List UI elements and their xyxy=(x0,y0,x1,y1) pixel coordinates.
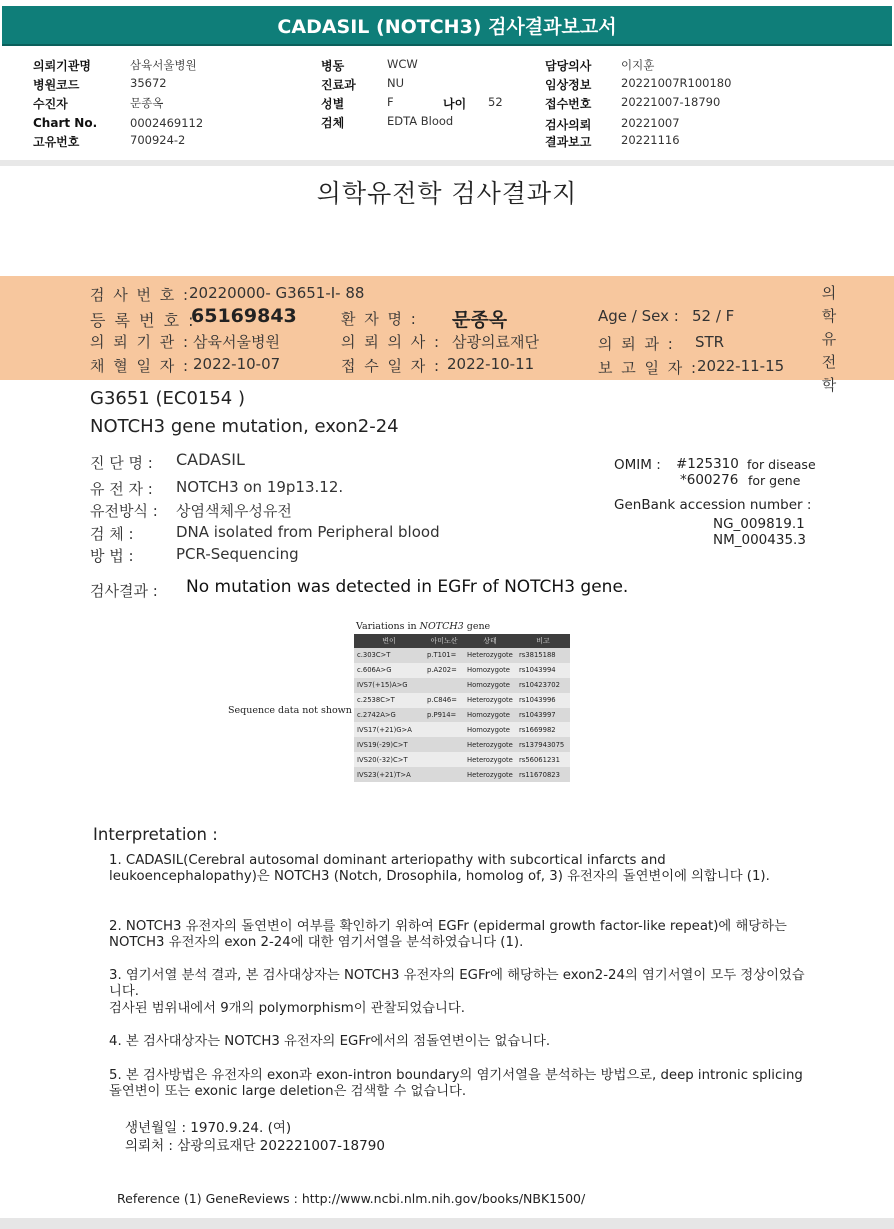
cell-note: rs10423702 xyxy=(516,678,570,693)
column-header: 비고 xyxy=(516,634,570,648)
table-row xyxy=(354,693,570,708)
table-row xyxy=(354,752,570,767)
specimen-label: 검체 xyxy=(321,116,345,130)
side-label-vertical xyxy=(820,282,838,397)
collection-date-value: 2022-10-07 xyxy=(193,355,281,373)
patient-value: 문종옥 xyxy=(130,96,164,110)
reference-line: Reference (1) GeneReviews : http://www.ncbi.nlm.nih.gov/books/NBK1500/ xyxy=(117,1191,586,1206)
cell-status: Heterozygote xyxy=(464,767,516,782)
inheritance-label: 유전방식 : xyxy=(90,502,158,520)
clinical-info-label: 임상정보 xyxy=(545,78,592,92)
cell-variant: IVS20(-32)C>T xyxy=(354,752,424,767)
cell-note: rs1669982 xyxy=(516,722,570,737)
cell-status: Heterozygote xyxy=(464,693,516,708)
cell-status: Heterozygote xyxy=(464,737,516,752)
method-label: 방 법 : xyxy=(90,547,134,565)
exam-no-value: 20220000- G3651-I- 88 xyxy=(189,284,365,302)
interpretation-paragraph: 5. 본 검사방법은 유전자의 exon과 exon-intron boundary의 염기서열을 분석하는 방법으로, deep intronic splicing 돌연변이 또는 exonic large deletion은 검색할 수 없습니다. xyxy=(109,1068,803,1099)
physician-value: 이지훈 xyxy=(621,58,655,72)
hospital-code-value: 35672 xyxy=(130,76,167,90)
column-header: 아미노산 xyxy=(424,634,464,648)
interpretation-paragraph: 2. NOTCH3 유전자의 돌연변이 여부를 확인하기 위하여 EGFr (epidermal growth factor-like repeat)에 해당하는 NOTCH3 유전자의 exon 2-24에 대한 염기서열을 분석하였습니다 (1). xyxy=(109,919,787,950)
cell-variant: c.606A>G xyxy=(354,663,424,678)
cell-variant: IVS19(-29)C>T xyxy=(354,737,424,752)
cell-amino-acid: p.T101= xyxy=(424,648,464,663)
column-header: 상태 xyxy=(464,634,516,648)
hospital-code-label: 병원코드 xyxy=(33,78,80,92)
interpretation-paragraph: 1. CADASIL(Cerebral autosomal dominant arteriopathy with subcortical infarcts and leukoencephalopathy)은 NOTCH3 (Notch, Drosophila, homolog of, 3) 유전자의 돌연변이에 의합니다 (1). xyxy=(109,853,770,884)
table-row xyxy=(354,663,570,678)
cell-amino-acid xyxy=(424,737,464,752)
department-value: NU xyxy=(387,76,405,90)
interpretation-paragraph: 3. 염기서열 분석 결과, 본 검사대상자는 NOTCH3 유전자의 EGFr에 해당하는 exon2-24의 염기서열이 모두 정상이었습니다. xyxy=(109,968,805,999)
omim-gene-id: *600276 xyxy=(680,472,739,488)
reported-date-label: 보 고 일 자 : xyxy=(598,359,699,377)
collection-date-label: 채 혈 일 자 : xyxy=(90,357,191,375)
side-char: 유 xyxy=(821,330,837,348)
cell-status: Homozygote xyxy=(464,678,516,693)
side-char: 의 xyxy=(821,284,837,302)
sex-label: 성별 xyxy=(321,97,345,111)
test-code: G3651 (EC0154 ) xyxy=(90,388,245,409)
omim-gene-note: for gene xyxy=(748,473,801,488)
inheritance-value: 상염색체우성유전 xyxy=(176,502,292,520)
omim-label: OMIM : xyxy=(614,457,661,473)
column-header: 변이 xyxy=(354,634,424,648)
genbank-label: GenBank accession number : xyxy=(614,497,812,513)
cell-note: rs11670823 xyxy=(516,767,570,782)
cell-variant: c.2538C>T xyxy=(354,693,424,708)
receipt-no-value: 20221007-18790 xyxy=(621,95,721,109)
cell-amino-acid: p.A202= xyxy=(424,663,464,678)
result-label: 검사결과 : xyxy=(90,582,158,600)
cell-variant: IVS17(+21)G>A xyxy=(354,722,424,737)
cell-amino-acid xyxy=(424,752,464,767)
side-char: 학 xyxy=(821,307,837,325)
ward-value: WCW xyxy=(387,57,418,71)
sample-value: DNA isolated from Peripheral blood xyxy=(176,523,440,541)
ref-institution-label: 의 뢰 기 관 : xyxy=(90,333,191,351)
request-date-value: 20221007 xyxy=(621,116,680,130)
ref-dept-value: STR xyxy=(695,333,725,351)
reported-date-value: 2022-11-15 xyxy=(697,357,785,375)
report-title-bar xyxy=(2,6,892,46)
cell-status: Heterozygote xyxy=(464,752,516,767)
table-row xyxy=(354,648,570,663)
sex-value: F xyxy=(387,95,394,109)
table-row xyxy=(354,708,570,723)
unique-id-label: 고유번호 xyxy=(33,135,80,149)
gene-value: NOTCH3 on 19p13.12. xyxy=(176,478,344,496)
ref-doctor-label: 의 뢰 의 사 : xyxy=(341,333,442,351)
omim-disease-id: #125310 xyxy=(676,456,739,472)
interpretation-paragraph: 4. 본 검사대상자는 NOTCH3 유전자의 EGFr에서의 점돌연변이는 없습니다. xyxy=(109,1034,551,1049)
physician-label: 담당의사 xyxy=(545,59,592,73)
cell-amino-acid: p.P914= xyxy=(424,708,464,723)
variations-table-wrap xyxy=(354,634,570,782)
patient-name-label: 환 자 명 : xyxy=(341,310,418,328)
method-value: PCR-Sequencing xyxy=(176,545,299,563)
interpretation-title: Interpretation : xyxy=(93,825,218,844)
department-label: 진료과 xyxy=(321,78,356,92)
genbank-accession: NM_000435.3 xyxy=(713,532,806,548)
report-date-label: 결과보고 xyxy=(545,135,592,149)
age-sex-value: 52 / F xyxy=(692,307,735,325)
omim-disease-note: for disease xyxy=(747,457,816,472)
cell-note: rs1043997 xyxy=(516,708,570,723)
report-title: CADASIL (NOTCH3) 검사결과보고서 xyxy=(277,15,617,38)
table-row xyxy=(354,767,570,782)
cell-note: rs1043996 xyxy=(516,693,570,708)
cell-variant: c.2742A>G xyxy=(354,708,424,723)
interpretation-paragraph: 검사된 범위내에서 9개의 polymorphism이 관찰되었습니다. xyxy=(109,1001,465,1016)
diagnosis-label: 진 단 명 : xyxy=(90,454,153,472)
variations-title xyxy=(356,621,490,632)
chart-no-value: 0002469112 xyxy=(130,116,204,130)
ref-institution-value: 삼육서울병원 xyxy=(193,333,280,351)
age-label: 나이 xyxy=(443,97,467,111)
report-date-value: 20221116 xyxy=(621,133,680,147)
reg-no-label: 등 록 번 호 : xyxy=(90,311,196,330)
genbank-accession: NG_009819.1 xyxy=(713,516,805,532)
variations-title-prefix: Variations in xyxy=(356,621,420,632)
received-date-label: 접 수 일 자 : xyxy=(341,357,442,375)
header-separator xyxy=(0,160,894,166)
variations-table xyxy=(354,634,570,782)
unique-id-value: 700924-2 xyxy=(130,133,186,147)
specimen-value: EDTA Blood xyxy=(387,114,454,128)
birth-date: 생년월일 : 1970.9.24. (여) xyxy=(125,1120,292,1136)
age-sex-label: Age / Sex : xyxy=(598,307,679,325)
cell-amino-acid xyxy=(424,722,464,737)
age-value: 52 xyxy=(488,95,503,109)
document-title: 의학유전학 검사결과지 xyxy=(316,179,578,208)
cell-status: Homozygote xyxy=(464,663,516,678)
cell-variant: c.303C>T xyxy=(354,648,424,663)
cell-variant: IVS7(+15)A>G xyxy=(354,678,424,693)
received-date-value: 2022-10-11 xyxy=(447,355,535,373)
variations-title-gene: NOTCH3 xyxy=(419,621,464,632)
side-char: 학 xyxy=(821,376,837,394)
chart-no-label: Chart No. xyxy=(33,116,98,130)
clinical-info-value: 20221007R100180 xyxy=(621,76,732,90)
cell-variant: IVS23(+21)T>A xyxy=(354,767,424,782)
table-header-row xyxy=(354,634,570,648)
table-row xyxy=(354,737,570,752)
cell-status: Heterozygote xyxy=(464,648,516,663)
cell-note: rs56061231 xyxy=(516,752,570,767)
referral-source: 의뢰처 : 삼광의료재단 202221007-18790 xyxy=(125,1138,385,1154)
test-name: NOTCH3 gene mutation, exon2-24 xyxy=(90,416,399,437)
sample-label: 검 체 : xyxy=(90,525,134,543)
sequence-note: Sequence data not shown xyxy=(228,705,352,716)
ref-doctor-value: 삼광의료재단 xyxy=(452,333,539,351)
cell-status: Homozygote xyxy=(464,708,516,723)
ward-label: 병동 xyxy=(321,59,345,73)
gene-label: 유 전 자 : xyxy=(90,480,153,498)
cell-note: rs3815188 xyxy=(516,648,570,663)
page-bottom-edge xyxy=(0,1218,894,1229)
table-row xyxy=(354,722,570,737)
exam-no-label: 검 사 번 호 : xyxy=(90,286,191,304)
table-row xyxy=(354,678,570,693)
cell-amino-acid xyxy=(424,678,464,693)
diagnosis-value: CADASIL xyxy=(176,450,245,469)
cell-amino-acid: p.C846= xyxy=(424,693,464,708)
side-char: 전 xyxy=(821,353,837,371)
patient-label: 수진자 xyxy=(33,97,68,111)
institution-value: 삼육서울병원 xyxy=(130,58,197,72)
institution-label: 의뢰기관명 xyxy=(33,59,91,73)
patient-name-value: 문종옥 xyxy=(452,309,508,331)
cell-note: rs1043994 xyxy=(516,663,570,678)
reg-no-value: 65169843 xyxy=(191,305,297,327)
ref-dept-label: 의 뢰 과 : xyxy=(598,335,675,353)
cell-status: Homozygote xyxy=(464,722,516,737)
result-statement: No mutation was detected in EGFr of NOTCH3 gene. xyxy=(186,577,629,597)
variations-title-suffix: gene xyxy=(463,621,491,632)
cell-note: rs137943075 xyxy=(516,737,570,752)
receipt-no-label: 접수번호 xyxy=(545,97,592,111)
request-date-label: 검사의뢰 xyxy=(545,118,592,132)
cell-amino-acid xyxy=(424,767,464,782)
